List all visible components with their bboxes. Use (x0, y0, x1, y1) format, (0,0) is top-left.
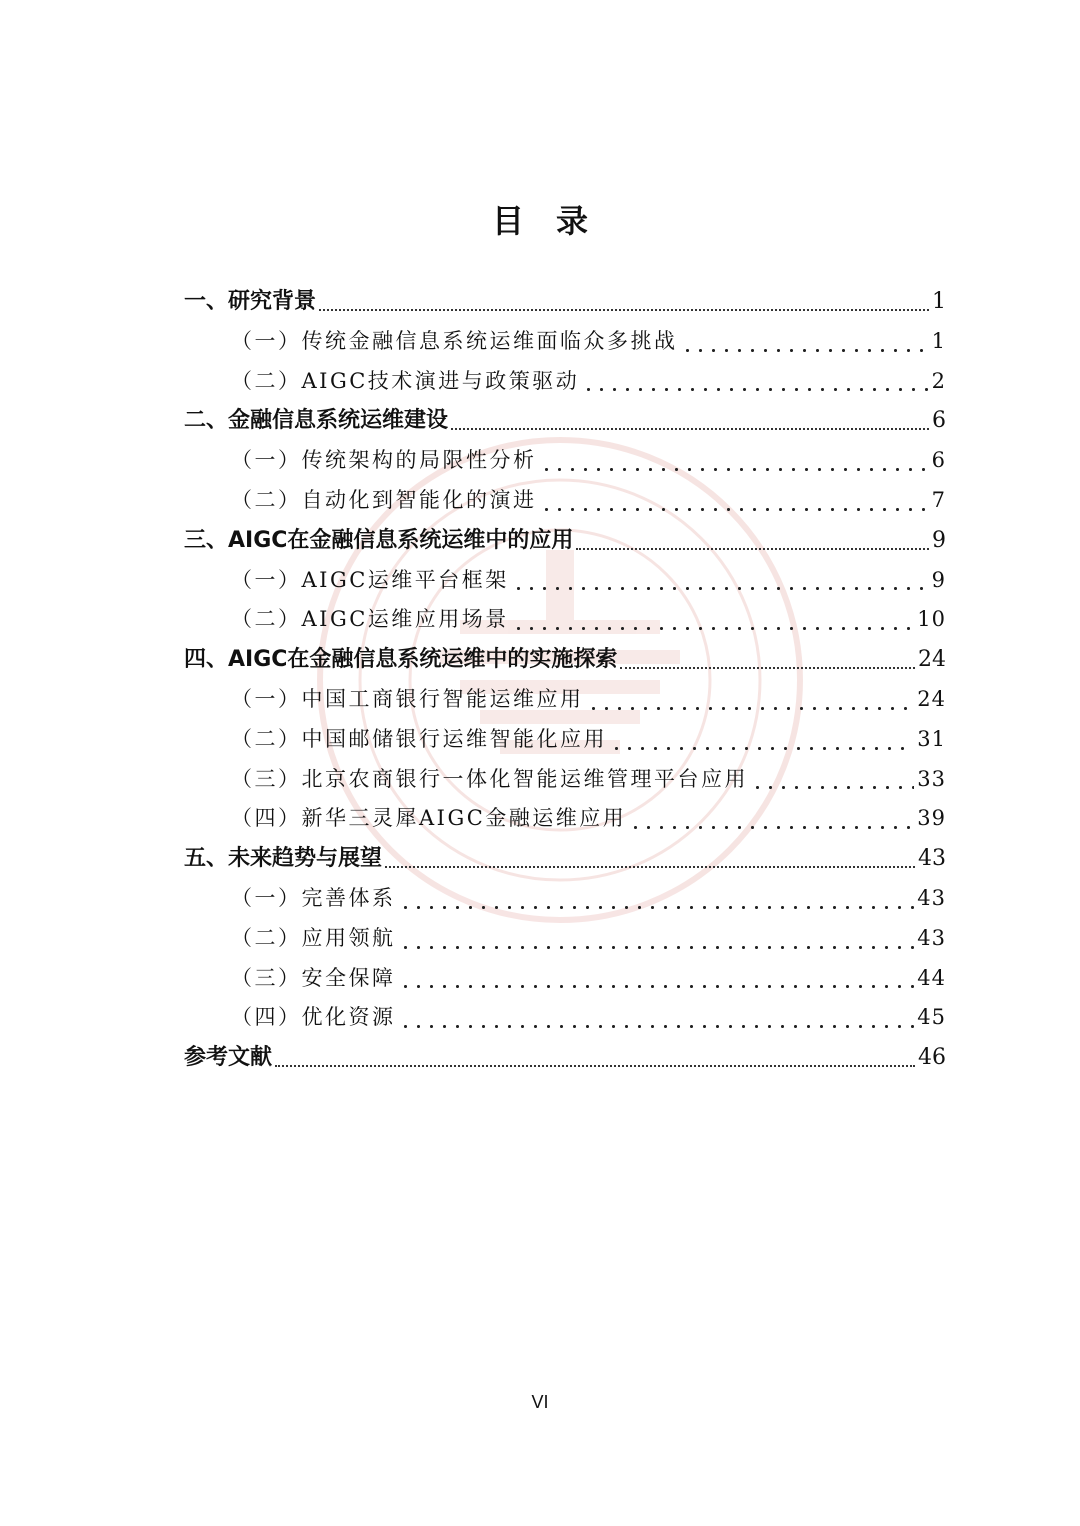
toc-subsection-entry[interactable] (184, 680, 946, 720)
toc-subsection-entry[interactable] (184, 799, 946, 839)
toc-entry-label: （一）中国工商银行智能运维应用 (231, 686, 584, 711)
toc-dot-leader (540, 467, 929, 472)
toc-section-entry[interactable] (184, 401, 946, 441)
toc-section-entry[interactable] (184, 640, 946, 680)
toc-entry-label: 一、研究背景 (184, 289, 317, 314)
toc-entry-label: （二）自动化到智能化的演进 (231, 487, 537, 512)
toc-entry-label: （四）新华三灵犀AIGC金融运维应用 (231, 806, 627, 831)
toc-entry-label: 五、未来趋势与展望 (184, 846, 383, 872)
toc-dot-leader (451, 428, 929, 430)
toc-entry-page: 43 (917, 925, 946, 950)
toc-dot-leader (399, 945, 915, 950)
toc-entry-label: （二）中国邮储银行运维智能化应用 (231, 726, 607, 751)
toc-entry-label: （二）应用领航 (231, 925, 396, 950)
toc-entry-label: 二、金融信息系统运维建设 (184, 408, 449, 434)
toc-dot-leader (751, 785, 914, 790)
toc-dot-leader (319, 309, 929, 311)
toc-subsection-entry[interactable] (184, 760, 946, 800)
toc-section-entry[interactable] (184, 839, 946, 879)
toc-dot-leader (587, 706, 915, 711)
toc-dot-leader (576, 548, 929, 550)
toc-section-entry[interactable] (184, 1038, 946, 1078)
toc-entry-page: 9 (931, 567, 946, 592)
toc-entry-label: （一）传统架构的局限性分析 (231, 448, 537, 473)
toc-entry-page: 31 (917, 726, 946, 751)
toc-dot-leader (275, 1065, 915, 1067)
page-number: VI (531, 1392, 549, 1412)
toc-subsection-entry[interactable] (184, 720, 946, 760)
toc-entry-page: 9 (932, 527, 946, 553)
toc-entry-page: 7 (931, 487, 946, 512)
toc-entry-page: 10 (917, 607, 946, 632)
toc-subsection-entry[interactable] (184, 441, 946, 481)
toc-entry-page: 39 (917, 806, 946, 831)
toc-entry-label: （四）优化资源 (231, 1005, 396, 1030)
toc-entry-label: （二）AIGC技术演进与政策驱动 (231, 368, 580, 393)
toc-entry-page: 6 (931, 448, 946, 473)
toc-entry-label: （二）AIGC运维应用场景 (231, 607, 509, 632)
toc-dot-leader (399, 984, 915, 989)
toc-title: 目 录 (491, 202, 588, 240)
toc-subsection-entry[interactable] (184, 561, 946, 601)
toc-subsection-entry[interactable] (184, 481, 946, 521)
toc-entry-label: （一）AIGC运维平台框架 (231, 567, 509, 592)
toc-dot-leader (629, 825, 914, 830)
toc-entry-page: 45 (917, 1005, 946, 1030)
toc-dot-leader (512, 626, 914, 631)
toc-dot-leader (385, 866, 915, 868)
toc-entry-label: 三、AIGC在金融信息系统运维中的应用 (184, 527, 574, 553)
toc-entry-label: 参考文献 (184, 1045, 273, 1071)
toc-entry-page: 6 (932, 408, 946, 434)
toc-entry-page: 43 (917, 885, 946, 910)
toc-entry-label: （一）传统金融信息系统运维面临众多挑战 (231, 328, 678, 353)
toc-dot-leader (620, 667, 915, 669)
toc-entry-page: 1 (931, 328, 946, 353)
toc-subsection-entry[interactable] (184, 998, 946, 1038)
toc-entry-label: （三）安全保障 (231, 965, 396, 990)
toc-entry-page: 33 (917, 766, 946, 791)
toc-entry-label: （一）完善体系 (231, 885, 396, 910)
toc-subsection-entry[interactable] (184, 919, 946, 959)
toc-dot-leader (399, 905, 915, 910)
toc-entry-page: 43 (918, 846, 946, 872)
toc-subsection-entry[interactable] (184, 322, 946, 362)
toc-entry-page: 1 (932, 289, 946, 314)
toc-entry-label: （三）北京农商银行一体化智能运维管理平台应用 (231, 766, 748, 791)
toc-dot-leader (681, 348, 929, 353)
toc-entry-page: 24 (917, 686, 946, 711)
toc-entry-page: 44 (917, 965, 946, 990)
toc-dot-leader (399, 1024, 915, 1029)
toc-subsection-entry[interactable] (184, 362, 946, 402)
toc-entry-page: 46 (918, 1045, 946, 1071)
toc-subsection-entry[interactable] (184, 959, 946, 999)
toc-dot-leader (512, 586, 929, 591)
toc-dot-leader (610, 746, 914, 751)
toc-entry-page: 24 (918, 647, 946, 673)
toc-entry-page: 2 (931, 368, 946, 393)
toc-subsection-entry[interactable] (184, 600, 946, 640)
toc-section-entry[interactable] (184, 521, 946, 561)
toc-section-entry[interactable] (184, 282, 946, 322)
toc-dot-leader (582, 387, 928, 392)
toc-dot-leader (540, 507, 929, 512)
toc-entry-label: 四、AIGC在金融信息系统运维中的实施探索 (184, 647, 618, 673)
table-of-contents (184, 282, 946, 1078)
toc-subsection-entry[interactable] (184, 879, 946, 919)
